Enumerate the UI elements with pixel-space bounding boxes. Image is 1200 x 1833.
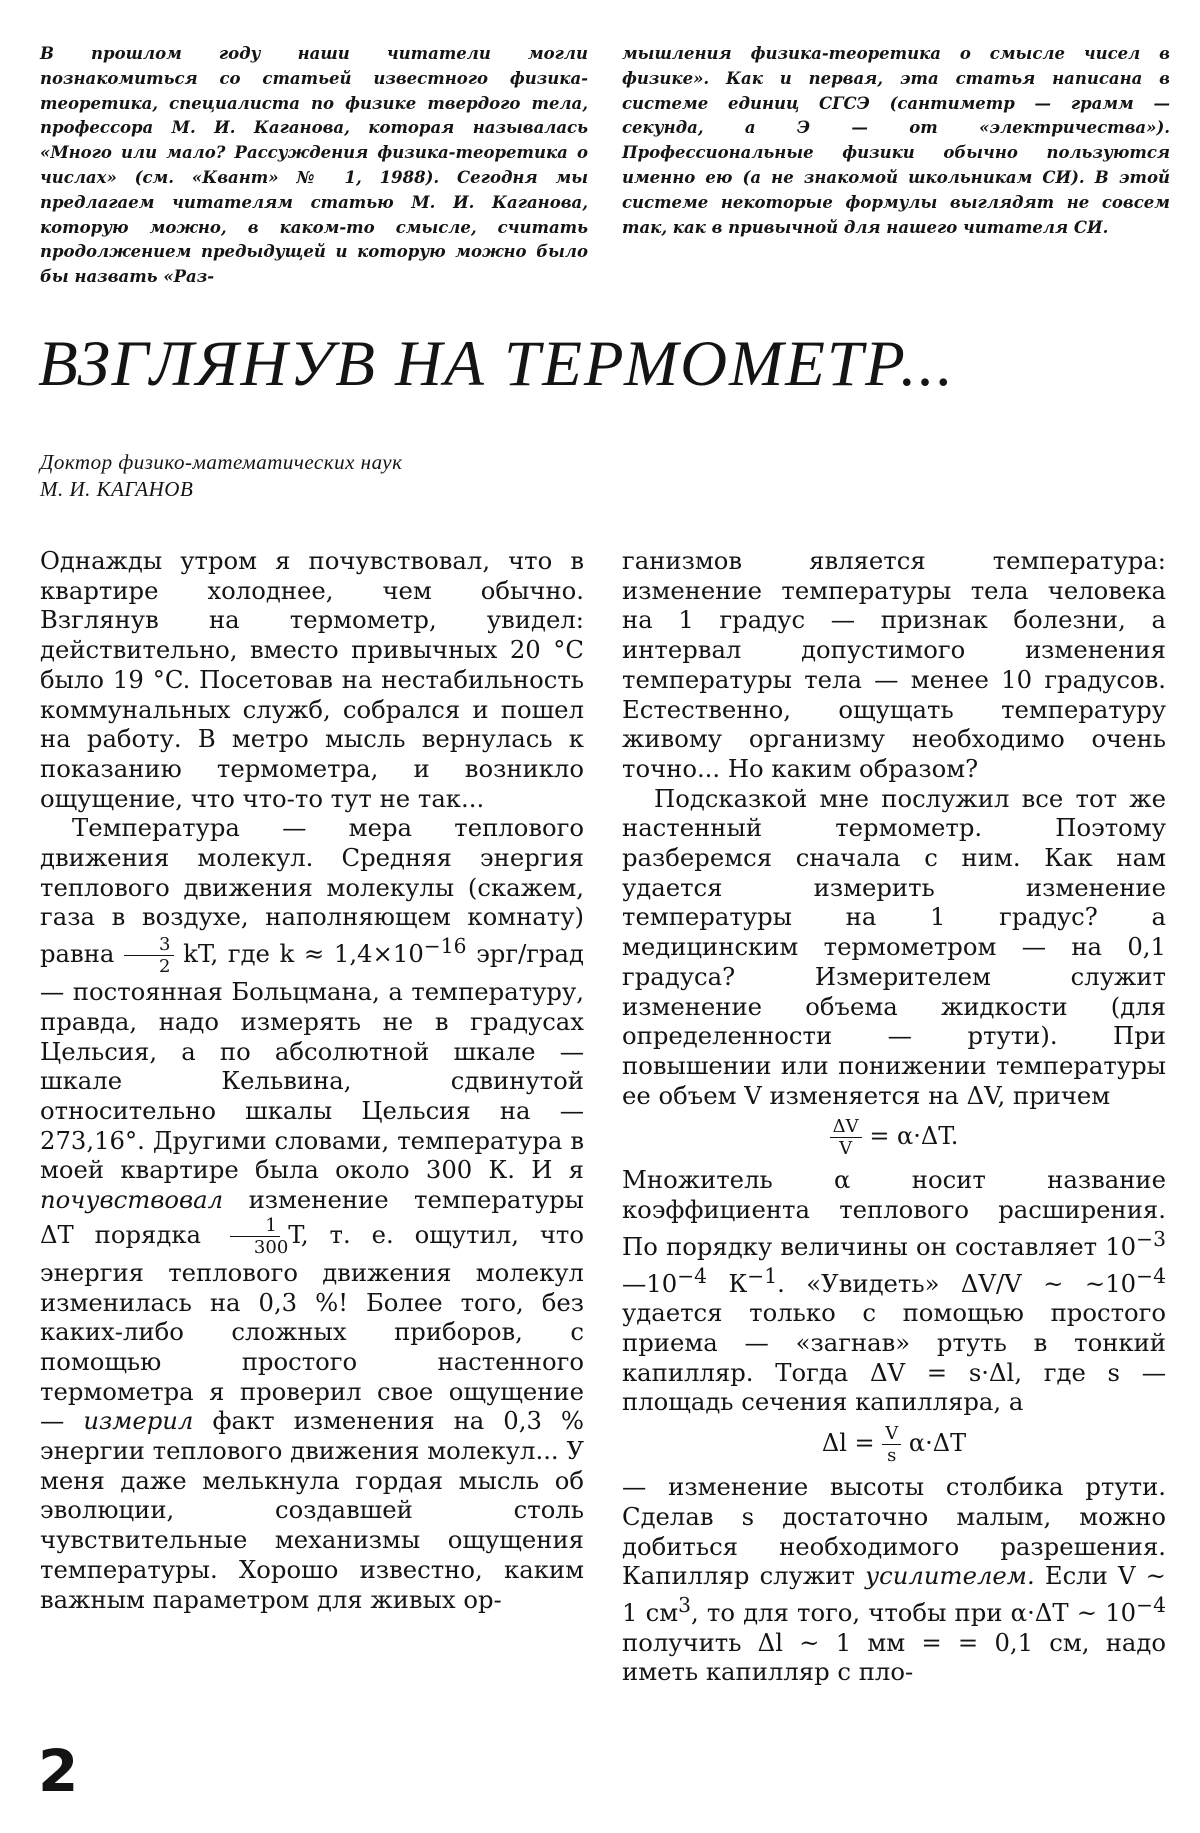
- paragraph: ганизмов является температура: изменение температуры тела человека на 1 градус — признак болезни, а интервал допустимого изменения температуры тела — менее 10 градусов. Естественно, ощущать температуру живому организму необходимо очень точно... Но каким образом?: [622, 546, 1166, 783]
- byline: [40, 449, 402, 503]
- exponent: −4: [1136, 1263, 1166, 1288]
- text-run: Множитель α носит название коэффициента теплового расширения. По порядку величины он составляет 10: [622, 1165, 1166, 1261]
- fraction: [222, 1215, 288, 1258]
- emphasis: усилителем.: [865, 1561, 1035, 1591]
- formula-rhs: α·ΔT: [908, 1429, 967, 1458]
- text-run: удается только с помощью простого приема — «загнав» ртуть в тонкий капилляр. Тогда ΔV = s·Δl, где s — площадь сечения капилляра, а: [622, 1298, 1166, 1417]
- text-run: T, т. е. ощутил, что энергия теплового движения молекул изменилась на 0,3 %! Более того, без каких-либо сложных приборов, с помощью простого настенного термометра я проверил свое ощущение —: [40, 1219, 584, 1436]
- text-run: изменение температуры ΔT порядка: [40, 1185, 584, 1249]
- text-run: К: [728, 1268, 748, 1298]
- intro-text-right: мышления физика-теоретика о смысле чисел в физике». Как и первая, эта статья написана в системе единиц СГСЭ (сантиметр — грамм — секунда, а Э — от «электричества»). Профессиональные физики обычно пользуются именно ею (а не знакомой школьникам СИ). В этой системе некоторые формулы выглядят не совсем так, как в привычной для нашего читателя СИ.: [622, 44, 1170, 237]
- text-run: получить Δl ~ 1 мм = = 0,1 см, надо иметь капилляр с пло-: [622, 1627, 1166, 1687]
- text-run: Если V ~ 1 см: [622, 1561, 1166, 1628]
- article-title: ВЗГЛЯНУВ НА ТЕРМОМЕТР...: [38, 328, 956, 400]
- paragraph: [622, 1472, 1166, 1687]
- body-column-left: [40, 546, 584, 1614]
- fraction-numerator: 1: [230, 1215, 279, 1237]
- intro-text-left: В прошлом году наши читатели могли познакомиться со статьей известного физика-теоретика, специалиста по физике твердого тела, профессора М. И. Каганова, которая называлась «Много или мало? Рассуждения физика-теоретика о числах» (см. «Квант» № 1, 1988). Сегодня мы предлагаем читателям статью М. И. Каганова, которую можно, в каком-то смысле, считать продолжением предыдущей и которую можно было бы назвать «Раз-: [40, 44, 588, 287]
- fraction: [882, 1423, 901, 1466]
- paragraph: [40, 813, 584, 1614]
- fraction-denominator: V: [839, 1138, 853, 1160]
- exponent: −1: [747, 1263, 778, 1288]
- fraction-denominator: s: [887, 1445, 897, 1467]
- formula-rhs: = α·ΔT.: [869, 1122, 959, 1151]
- text-run: . «Увидеть» ΔV/V ~ ~10: [777, 1268, 1137, 1298]
- text-run: — изменение высоты столбика ртути. Сделав s достаточно малым, можно добиться необходимого разрешения. Капилляр служит: [622, 1472, 1166, 1591]
- exponent: −3: [1136, 1226, 1166, 1251]
- body-column-right: [622, 546, 1166, 1687]
- fraction-numerator: V: [882, 1423, 901, 1445]
- author-name: М. И. КАГАНОВ: [40, 477, 194, 501]
- text-run: факт изменения на 0,3 % энергии теплового движения молекул... У меня даже мелькнула гордая мысль об эволюции, создавшей столь чувствительные механизмы ощущения температуры. Хорошо известно, каким важным параметром для живых ор-: [40, 1406, 584, 1614]
- fraction-numerator: 3: [124, 934, 173, 956]
- author-degree: Доктор физико-математических наук: [40, 450, 403, 474]
- paragraph: [622, 1165, 1166, 1417]
- page-number: 2: [38, 1737, 79, 1805]
- paragraph: Подсказкой мне послужил все тот же настенный термометр. Поэтому разберемся сначала с ним. Как нам удается измерить изменение температуры на 1 градус? а медицинским термометром — на 0,1 градуса? Измерителем служит изменение объема жидкости (для определенности — ртути). При повышении или понижении температуры ее объем V изменяется на ΔV, причем: [622, 783, 1166, 1110]
- text-run: —10: [622, 1268, 678, 1298]
- exponent: −4: [677, 1263, 708, 1288]
- exponent: 3: [678, 1592, 692, 1617]
- formula-column-height: [622, 1423, 1166, 1466]
- text-run: kT, где k ≈ 1,4×10: [183, 939, 424, 969]
- exponent: −16: [423, 934, 467, 959]
- fraction-numerator: ΔV: [830, 1116, 862, 1138]
- exponent: −4: [1136, 1592, 1166, 1617]
- text-run: эрг/град — постоянная Больцмана, а температуру, правда, надо измерять не в градусах Цельсия, а по абсолютной шкале — шкале Кельвина, сдвинутой относительно шкалы Цельсия на —273,16°. Другими словами, температура в моей квартире была около 300 К. И я: [40, 939, 584, 1185]
- fraction: [124, 934, 173, 977]
- fraction-denominator: 300: [253, 1236, 289, 1258]
- emphasis: почувствовал: [40, 1185, 224, 1215]
- emphasis: измерил: [83, 1406, 194, 1436]
- paragraph: Однажды утром я почувствовал, что в квартире холоднее, чем обычно. Взглянув на термометр, увидел: действительно, вместо привычных 20 °C было 19 °C. Посетовав на нестабильность коммунальных служб, собрался и пошел на работу. В метро мысль вернулась к показанию термометра, и возникло ощущение, что что-то тут не так...: [40, 546, 584, 813]
- text-run: Температура — мера теплового движения молекул. Средняя энергия теплового движения молекулы (скажем, газа в воздухе, наполняющем комнату) равна: [40, 813, 584, 969]
- formula-volume-expansion: [622, 1116, 1166, 1159]
- fraction-denominator: 2: [159, 956, 171, 978]
- formula-lhs: Δl =: [821, 1429, 875, 1458]
- text-run: , то для того, чтобы при α·ΔT ~ 10: [691, 1598, 1137, 1628]
- fraction: [830, 1116, 862, 1159]
